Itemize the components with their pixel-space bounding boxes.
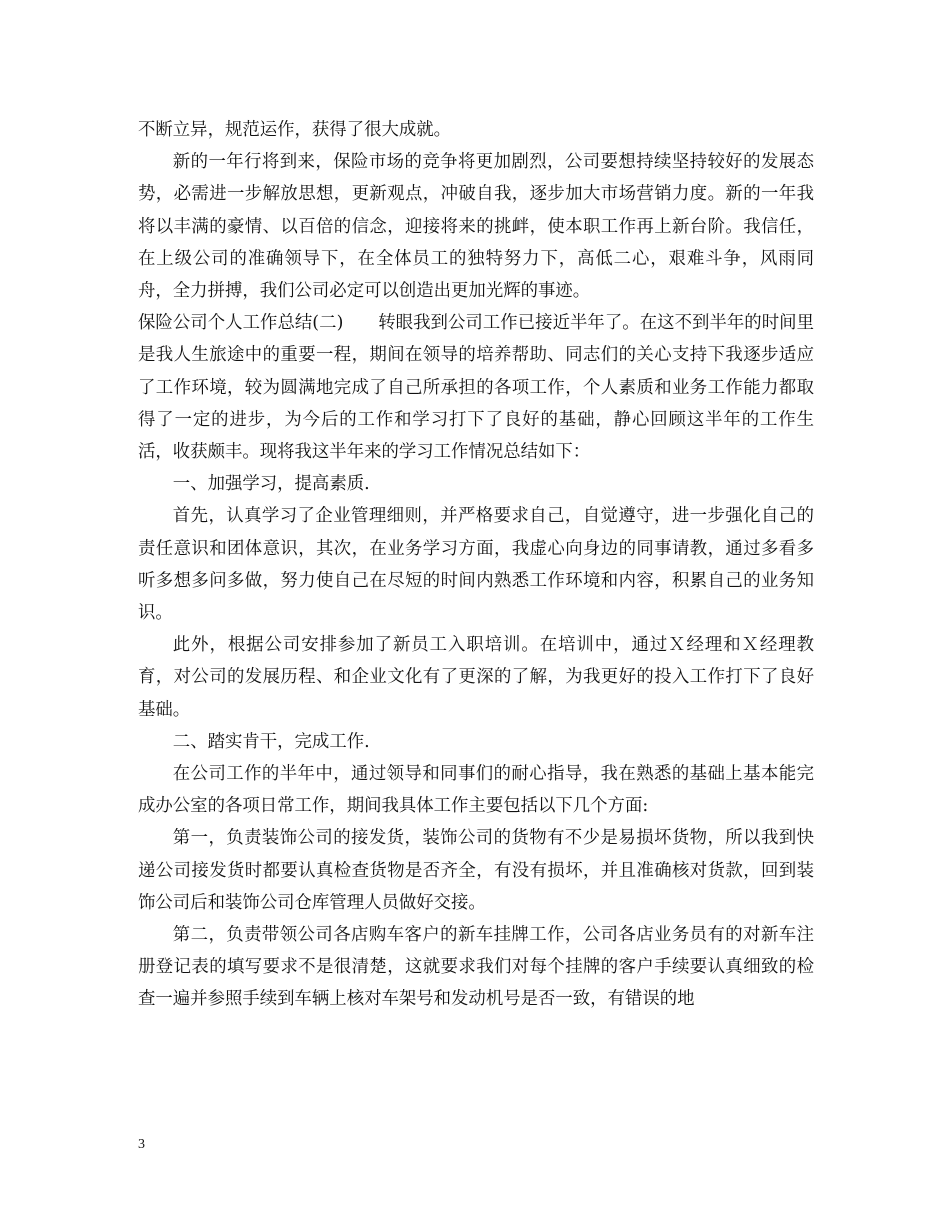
paragraph-4: 首先，认真学习了企业管理细则，并严格要求自己，自觉遵守，进一步强化自己的责任意识和团体意识，其次，在业务学习方面，我虚心向身边的同事请教，通过多看多听多想多问多做，努力使自己在尽短的时间内熟悉工作环境和内容，积累自己的业务知识。 (138, 506, 814, 624)
page-number: 3 (138, 1137, 145, 1152)
section-heading-1: 一、加强学习，提高素质. (172, 474, 370, 495)
paragraph-8: 第二，负责带领公司各店购车客户的新车挂牌工作，公司各店业务员有的对新车注册登记表的填写要求不是很清楚，这就要求我们对每个挂牌的客户手续要认真细致的检查一遍并参照手续到车辆上核对车架号和发动机号是否一致，有错误的地 (138, 925, 814, 1010)
document-body (138, 114, 814, 1016)
section-heading-2: 二、踏实肯干，完成工作. (172, 731, 370, 752)
paragraph-1: 不断立异，规范运作，获得了很大成就。 (138, 120, 452, 140)
paragraph-3: 保险公司个人工作总结(二) 转眼我到公司工作已接近半年了。在这不到半年的时间里是我人生旅途中的重要一程，期间在领导的培养帮助、同志们的关心支持下我逐步适应了工作环境，较为圆满地完成了自己所承担的各项工作，个人素质和业务工作能力都取得了一定的进步，为今后的工作和学习打下了良好的基础，静心回顾这半年的工作生活，收获颇丰。现将我这半年来的学习工作情况总结如下： (138, 313, 814, 463)
paragraph-2: 新的一年行将到来，保险市场的竞争将更加剧烈，公司要想持续坚持较好的发展态势，必需进一步解放思想，更新观点，冲破自我，逐步加大市场营销力度。新的一年我将以丰满的豪情、以百倍的信念，迎接将来的挑衅，使本职工作再上新台阶。我信任，在上级公司的准确领导下，在全体员工的独特努力下，高低二心，艰难斗争，风雨同舟，全力拼搏，我们公司必定可以创造出更加光辉的事迹。 (138, 152, 814, 302)
paragraph-6: 在公司工作的半年中，通过领导和同事们的耐心指导，我在熟悉的基础上基本能完成办公室的各项日常工作，期间我具体工作主要包括以下几个方面: (138, 764, 814, 817)
paragraph-7: 第一，负责装饰公司的接发货，装饰公司的货物有不少是易损坏货物，所以我到快递公司接发货时都要认真检查货物是否齐全，有没有损坏，并且准确核对货款，回到装饰公司后和装饰公司仓库管理人员做好交接。 (138, 828, 814, 913)
paragraph-5: 此外，根据公司安排参加了新员工入职培训。在培训中，通过Ｘ经理和Ｘ经理教育，对公司的发展历程、和企业文化有了更深的了解，为我更好的投入工作打下了良好基础。 (138, 635, 814, 720)
